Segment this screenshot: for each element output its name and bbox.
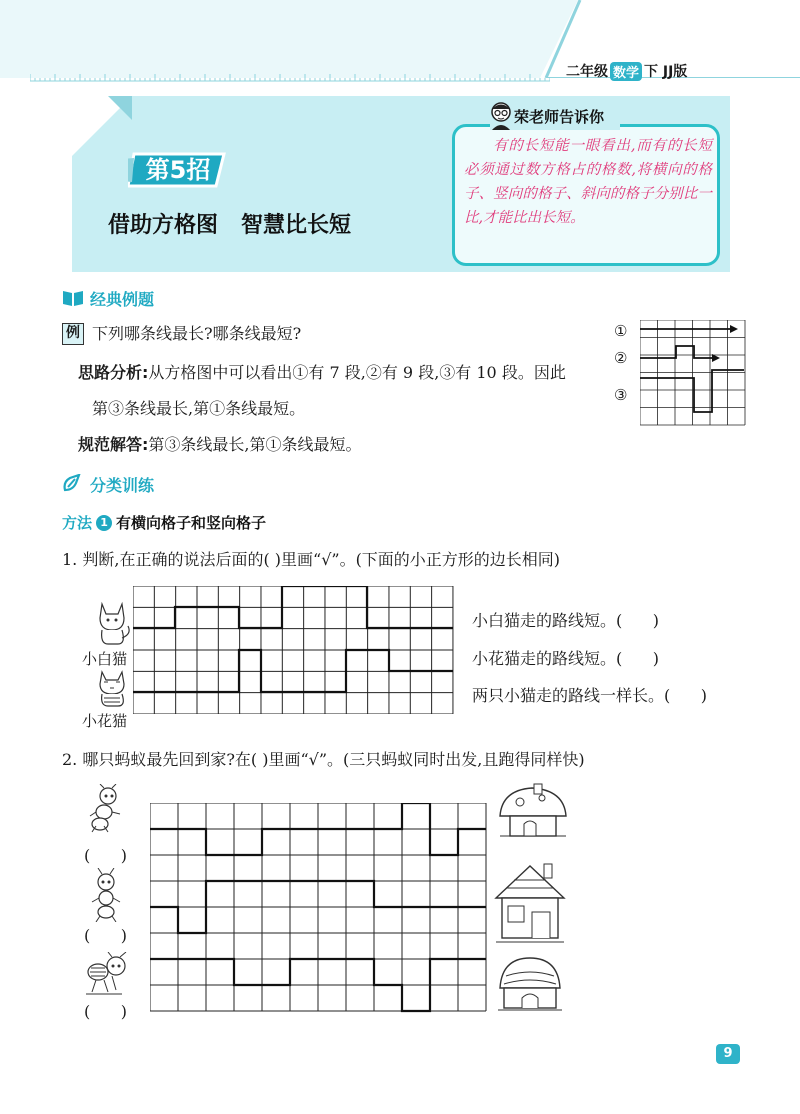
cat-route-grid bbox=[133, 586, 457, 714]
q1-option-2[interactable]: 小花猫走的路线短。( ) bbox=[472, 649, 660, 668]
section-training bbox=[62, 472, 154, 496]
strategy-number: 第5招 bbox=[145, 156, 211, 184]
book-icon bbox=[62, 289, 84, 307]
tabby-cat-icon bbox=[96, 668, 132, 708]
strategy-title: 借助方格图 智慧比长短 bbox=[108, 213, 351, 238]
analysis-label: 思路分析: bbox=[78, 363, 149, 382]
tip-text: 有的长短能一眼看出,而有的长短必须通过数方格占的格数,将横向的格子、竖向的格子、斜向的格子分别比一比,才能比出长短。 bbox=[464, 138, 712, 226]
ruler-decoration bbox=[30, 72, 550, 82]
section-title: 经典例题 bbox=[90, 289, 155, 309]
ant-icon-3 bbox=[82, 952, 132, 1002]
method-label: 方法 bbox=[62, 514, 93, 532]
teacher-icon bbox=[488, 100, 514, 130]
analysis-line bbox=[78, 362, 566, 384]
banner-corner-decoration bbox=[72, 96, 132, 156]
cat-label-tabby: 小花猫 bbox=[82, 712, 128, 730]
line-label-1: ① bbox=[614, 322, 628, 340]
example-line-2 bbox=[640, 346, 712, 358]
method-number: 1 bbox=[96, 515, 112, 531]
answer-line bbox=[78, 434, 362, 456]
question-1: 1. 判断,在正确的说法后面的( )里画“√”。(下面的小正方形的边长相同) bbox=[62, 550, 561, 569]
section-classic-examples bbox=[62, 286, 154, 310]
q1-option-1[interactable]: 小白猫走的路线短。( ) bbox=[472, 611, 660, 630]
example-badge: 例 bbox=[62, 323, 84, 345]
answer-text: 第③条线最长,第①条线最短。 bbox=[148, 435, 362, 454]
ant-answer-1[interactable]: ( ) bbox=[84, 846, 127, 865]
page-number: 9 bbox=[716, 1044, 740, 1064]
line-label-3: ③ bbox=[614, 386, 628, 404]
edition-text: 下 JJ版 bbox=[644, 64, 688, 80]
dome-house-icon bbox=[496, 954, 564, 1014]
ant-answer-2[interactable]: ( ) bbox=[84, 926, 127, 945]
analysis-continuation: 第③条线最长,第①条线最短。 bbox=[92, 399, 306, 418]
ant-icon-2 bbox=[86, 868, 126, 922]
example-question: 下列哪条线最长?哪条线最短? bbox=[92, 324, 302, 343]
method-heading bbox=[62, 512, 266, 533]
example-line-3 bbox=[640, 370, 744, 412]
analysis-text: 从方格图中可以看出①有 7 段,②有 9 段,③有 10 段。因此 bbox=[148, 363, 566, 382]
line-label-2: ② bbox=[614, 349, 628, 367]
pencil-icon bbox=[62, 474, 84, 494]
answer-label: 规范解答: bbox=[78, 435, 149, 454]
cottage-house-icon bbox=[492, 862, 568, 946]
cat-label-white: 小白猫 bbox=[82, 650, 128, 668]
white-cat-icon bbox=[94, 598, 134, 646]
method-title: 有横向格子和竖向格子 bbox=[116, 514, 267, 532]
subject-badge: 数学 bbox=[610, 62, 642, 81]
section-title: 分类训练 bbox=[90, 475, 155, 495]
grade-label bbox=[566, 58, 786, 84]
question-2: 2. 哪只蚂蚁最先回到家?在( )里画“√”。(三只蚂蚁同时出发,且跑得同样快) bbox=[62, 750, 585, 769]
ant-answer-3[interactable]: ( ) bbox=[84, 1002, 127, 1021]
example-grid bbox=[640, 320, 746, 426]
mushroom-house-icon bbox=[494, 782, 570, 842]
ant-route-grid bbox=[150, 803, 488, 1015]
ant-icon-1 bbox=[86, 784, 126, 834]
example-arrow-1 bbox=[730, 325, 738, 333]
q1-option-3[interactable]: 两只小猫走的路线一样长。( ) bbox=[472, 686, 708, 705]
grade-text: 二年级 bbox=[566, 64, 608, 80]
tip-title: 荣老师告诉你 bbox=[514, 108, 605, 126]
